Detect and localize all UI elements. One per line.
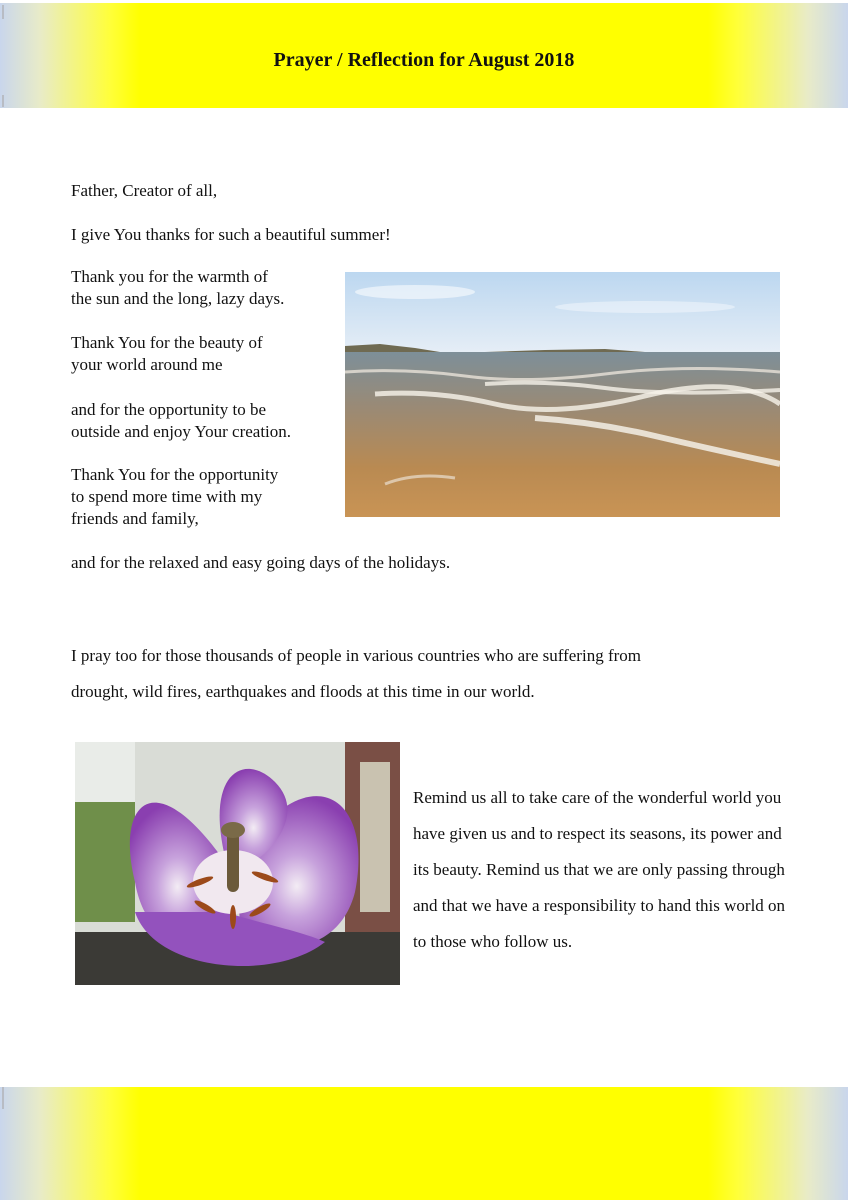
text-line: your world around me — [71, 355, 223, 374]
edge-mark — [2, 1087, 4, 1109]
paragraph-outside — [71, 399, 291, 443]
text-line: Thank you for the warmth of — [71, 267, 268, 286]
paragraph-warmth — [71, 266, 284, 310]
paragraph-beauty — [71, 332, 263, 376]
text-line: the sun and the long, lazy days. — [71, 289, 285, 308]
paragraph-pray — [71, 638, 641, 710]
text-line: to spend more time with my — [71, 487, 263, 506]
text-line: drought, wild fires, earthquakes and floods at this time in our world. — [71, 682, 535, 701]
purple-tulip-photo — [75, 742, 400, 985]
thanks-line: I give You thanks for such a beautiful summer! — [71, 225, 391, 244]
text-line: Thank You for the beauty of — [71, 333, 263, 352]
beach-photo — [345, 272, 780, 517]
holidays-line: and for the relaxed and easy going days of the holidays. — [71, 553, 451, 572]
edge-mark — [2, 95, 4, 107]
page-title: Prayer / Reflection for August 2018 — [273, 49, 575, 71]
text-line: I pray too for those thousands of people in various countries who are suffering from — [71, 646, 641, 665]
text-line: Thank You for the opportunity — [71, 465, 279, 484]
header-band — [0, 3, 848, 108]
text-line: and for the opportunity to be — [71, 400, 266, 419]
paragraph-family — [71, 464, 278, 530]
paragraph-remind: Remind us all to take care of the wonderful world you have given us and to respect its seasons, its power and its beauty. Remind us that we are only passing through and that we have a responsibility to hand this world on to those who follow us. — [413, 788, 786, 951]
text-line: outside and enjoy Your creation. — [71, 422, 292, 441]
footer-band — [0, 1087, 848, 1200]
text-line: friends and family, — [71, 509, 199, 528]
edge-mark — [2, 5, 4, 19]
salutation: Father, Creator of all, — [71, 181, 218, 200]
